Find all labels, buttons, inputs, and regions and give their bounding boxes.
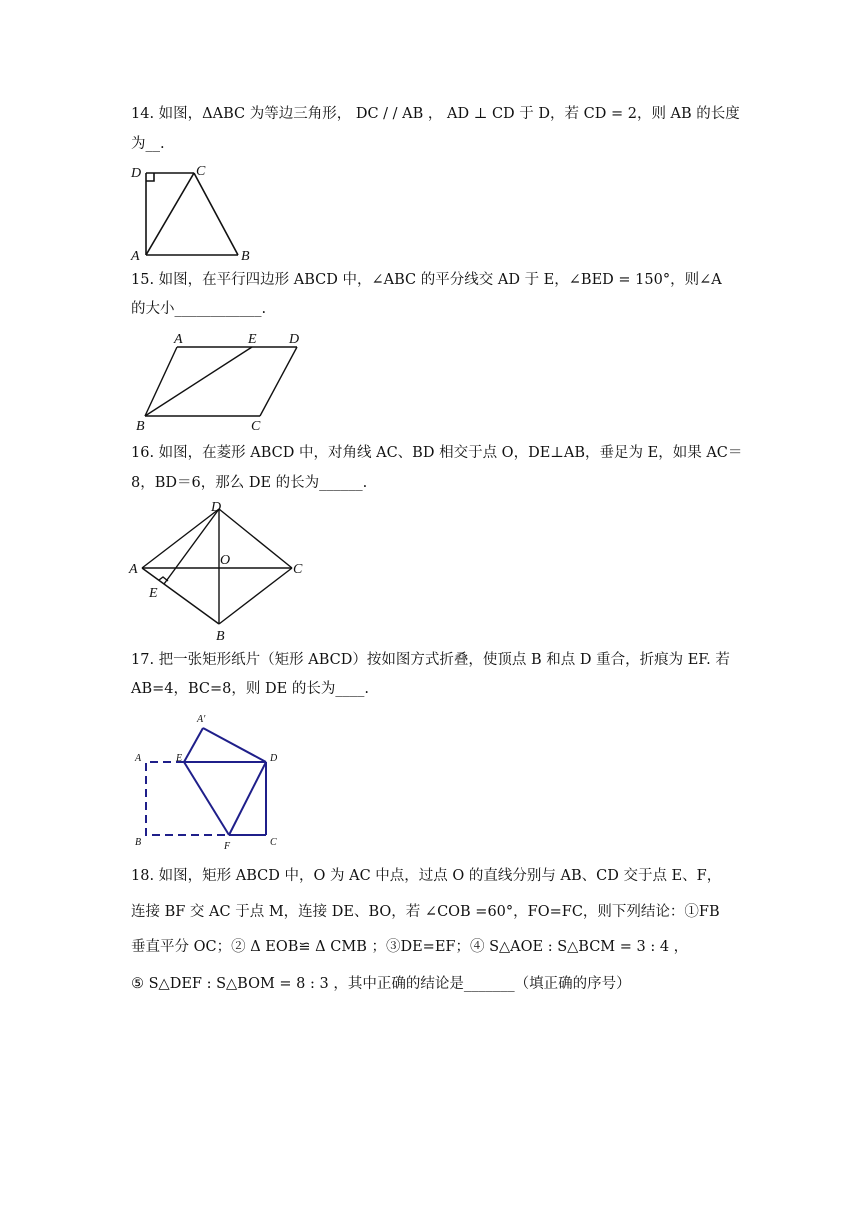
q17-label-A-prime: A′ (197, 714, 206, 725)
q16-label-E: E (149, 586, 158, 601)
q16-text-line1: 16. 如图，在菱形 ABCD 中，对角线 AC、BD 相交于点 O，DE⊥AB，垂足为 E，如果 AC＝ (131, 445, 743, 461)
q14-label-A: A (131, 249, 140, 264)
q16-label-A: A (129, 562, 138, 577)
q15-text-line2: 的大小____________. (131, 301, 267, 317)
q15-label-E: E (248, 332, 257, 347)
q17-label-A: A (135, 753, 142, 764)
q18-text-line4: ⑤ S△DEF : S△BOM = 8 : 3 ，其中正确的结论是_______（填正确的序号） (131, 976, 631, 992)
q14-label-D: D (131, 166, 142, 181)
q14-figure-triangle (128, 160, 260, 264)
q16-label-D: D (211, 500, 222, 515)
q15-label-D: D (289, 332, 300, 347)
q16-label-O: O (220, 553, 231, 568)
q16-label-B: B (216, 629, 225, 644)
q17-label-E: E (176, 753, 183, 764)
q17-label-B: B (135, 837, 142, 848)
q15-label-B: B (136, 419, 145, 434)
q16-label-C: C (293, 562, 303, 577)
q18-text-line1: 18. 如图，矩形 ABCD 中，O 为 AC 中点，过点 O 的直线分别与 AB、CD 交于点 E、F， (131, 868, 722, 884)
q18-text-line2: 连接 BF 交 AC 于点 M，连接 DE、BO，若 ∠COB =60°，FO=FC，则下列结论：①FB (131, 904, 720, 920)
q17-figure-fold (128, 710, 288, 852)
q17-label-C: C (270, 837, 277, 848)
q14-label-C: C (196, 164, 206, 179)
q17-label-F: F (224, 841, 231, 852)
q17-label-D: D (270, 753, 278, 764)
q15-label-A: A (174, 332, 183, 347)
q14-text-line2: 为__. (131, 136, 165, 152)
q16-text-line2: 8，BD＝6，那么 DE 的长为______. (131, 475, 368, 491)
q17-text-line2: AB=4，BC=8，则 DE 的长为____. (131, 681, 369, 697)
q17-text-line1: 17. 把一张矩形纸片（矩形 ABCD）按如图方式折叠，使顶点 B 和点 D 重合，折痕为 EF. 若 (131, 652, 730, 668)
q15-figure-parallelogram (130, 328, 310, 434)
q16-figure-rhombus (128, 498, 308, 644)
q14-label-B: B (241, 249, 250, 264)
q15-label-C: C (251, 419, 261, 434)
q18-text-line3: 垂直平分 OC；② Δ EOB≌ Δ CMB ；③DE=EF；④ S△AOE : S△BCM = 3 : 4 ， (131, 939, 689, 955)
q14-text-line1: 14. 如图，ΔABC 为等边三角形， DC / / AB ， AD ⊥ CD 于 D，若 CD = 2，则 AB 的长度 (131, 106, 740, 122)
q15-text-line1: 15. 如图，在平行四边形 ABCD 中，∠ABC 的平分线交 AD 于 E，∠BED = 150°，则∠A (131, 272, 722, 288)
